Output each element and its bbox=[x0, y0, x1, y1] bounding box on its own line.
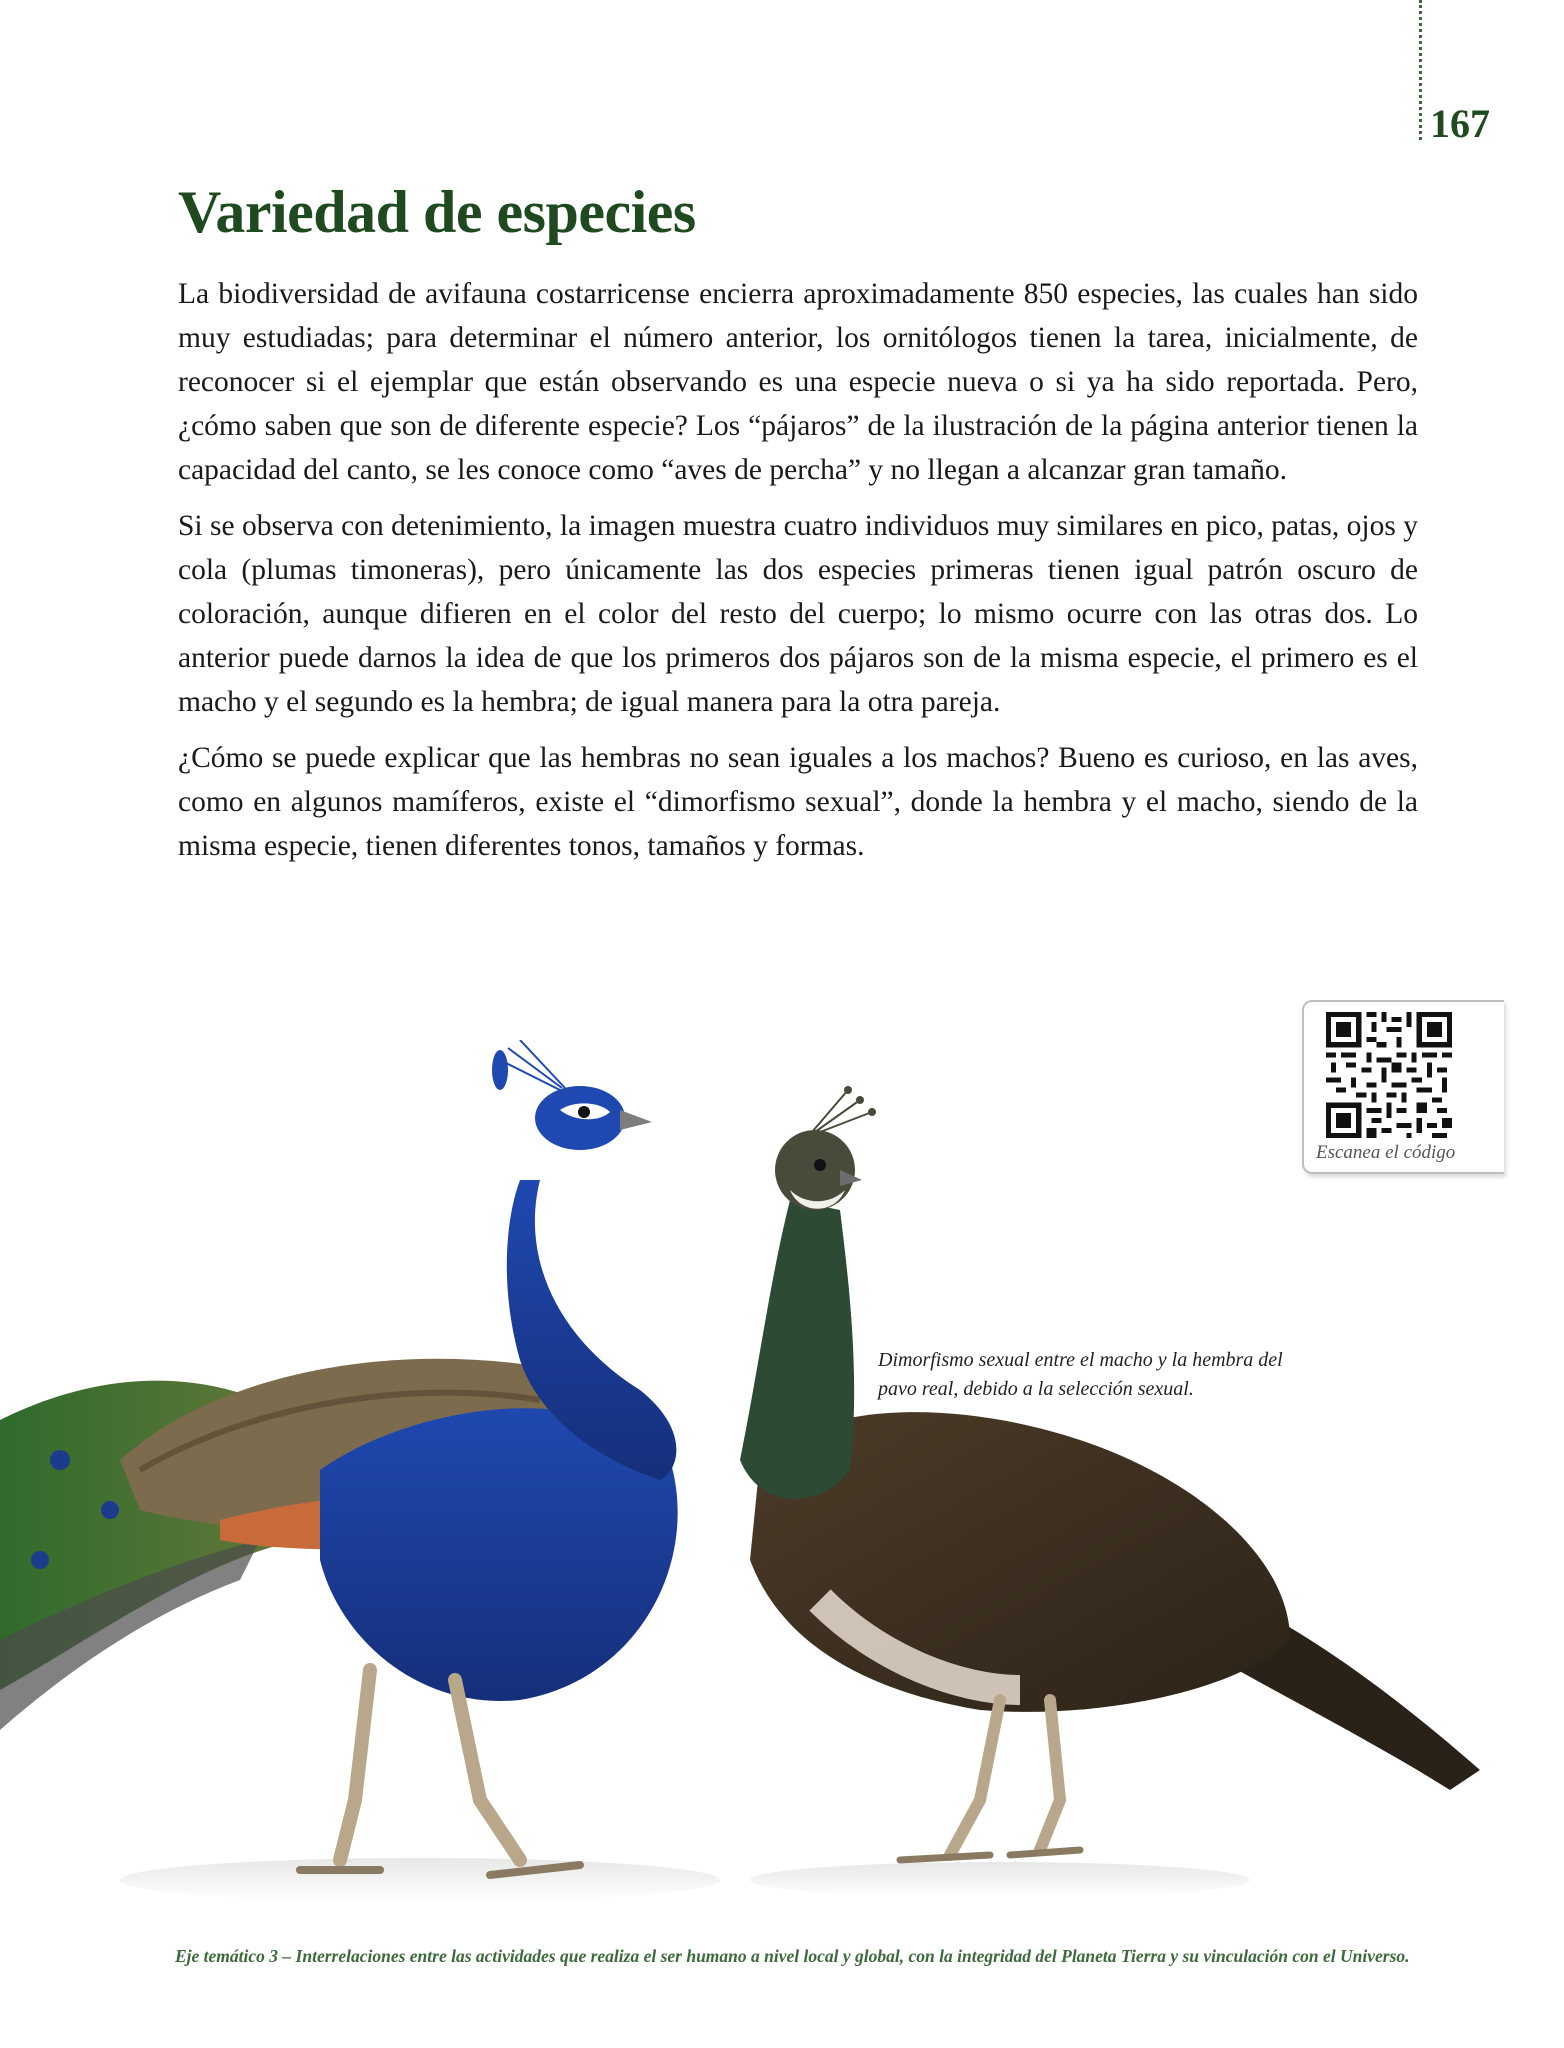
body-text bbox=[178, 272, 1418, 880]
paragraph-1: La biodiversidad de avifauna costarricense encierra aproximadamente 850 especies, las cuales han sido muy estudiadas; para determinar el número anterior, los ornitólogos tienen la tarea, inicialmente, de reconocer si el ejemplar que están observando es una especie nueva o si ya ha sido reportada. Pero, ¿cómo saben que son de diferente especie? Los “pájaros” de la ilustración de la página anterior tienen la capacidad del canto, se les conoce como “aves de percha” y no llegan a alcanzar gran tamaño. bbox=[178, 278, 1418, 486]
peacock-illustration bbox=[0, 1040, 1564, 1920]
paragraph-2: Si se observa con detenimiento, la imagen muestra cuatro individuos muy similares en pico, patas, ojos y cola (plumas timoneras), pero únicamente las dos especies primeras tienen igual patrón oscuro de coloración, aunque difieren en el color del resto del cuerpo; lo mismo ocurre con las otras dos. Lo anterior puede darnos la idea de que los primeros dos pájaros son de la misma especie, el primero es el macho y el segundo es la hembra; de igual manera para la otra pareja. bbox=[178, 510, 1418, 718]
page-number: 167 bbox=[1430, 101, 1490, 146]
page-title: Variedad de especies bbox=[178, 179, 696, 245]
male-peacock bbox=[0, 1040, 720, 1902]
paragraph-3: ¿Cómo se puede explicar que las hembras no sean iguales a los machos? Bueno es curioso, en las aves, como en algunos mamíferos, existe el “dimorfismo sexual”, donde la hembra y el macho, siendo de la misma especie, tienen diferentes tonos, tamaños y formas. bbox=[178, 742, 1418, 862]
header-dotted-rule bbox=[1419, 0, 1422, 140]
page-footer: Eje temático 3 – Interrelaciones entre las actividades que realiza el ser humano a nivel local y global, con la integridad del Planeta Tierra y su vinculación con el Universo. bbox=[175, 1946, 1410, 1966]
qr-label: Escanea el código bbox=[1316, 1142, 1456, 1163]
female-peahen bbox=[740, 1086, 1480, 1898]
figure-caption: Dimorfismo sexual entre el macho y la hembra del pavo real, debido a la selección sexual. bbox=[878, 1349, 1283, 1400]
